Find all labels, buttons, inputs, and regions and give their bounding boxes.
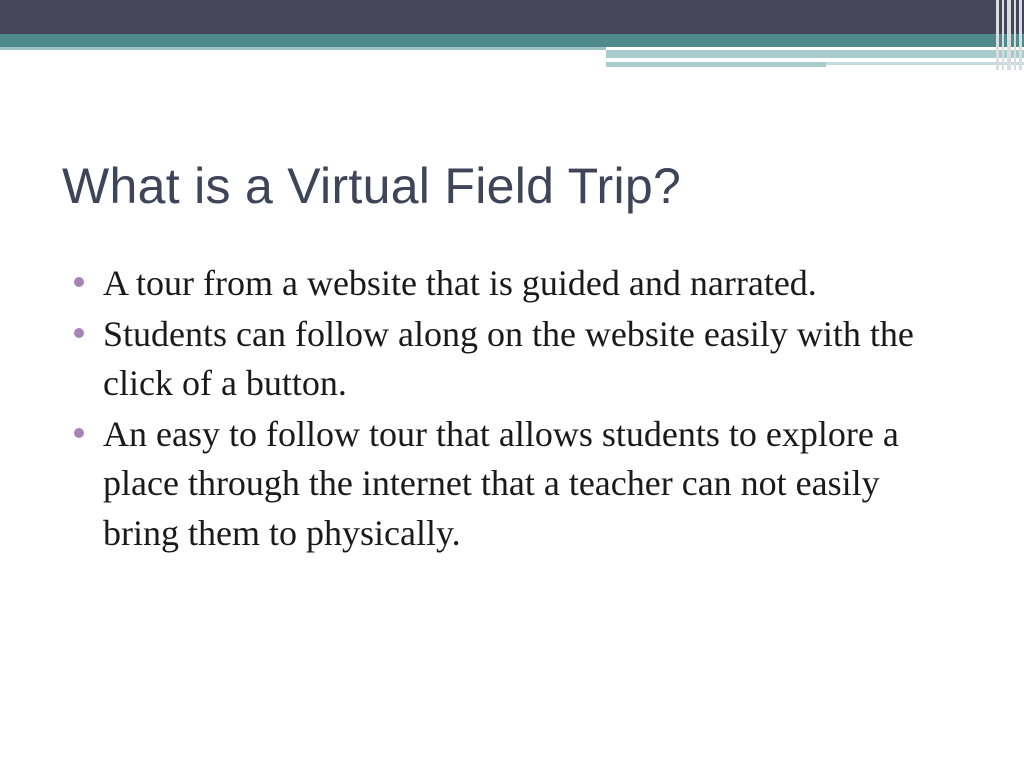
- header-accent-line: [606, 58, 949, 60]
- bullet-list: [74, 259, 954, 559]
- header-accent-line: [606, 50, 1024, 58]
- header-accent-line: [606, 62, 826, 67]
- bullet-icon: [74, 277, 84, 287]
- bullet-item: [74, 259, 954, 309]
- bullet-text: Students can follow along on the website easily with the click of a button.: [103, 313, 914, 403]
- bullet-item: [74, 410, 954, 559]
- bullet-text: An easy to follow tour that allows students to explore a place through the internet that a teacher can not easily bring them to physically.: [103, 413, 899, 553]
- header-edge-bars: [994, 0, 1024, 70]
- header-accent-line: [0, 47, 606, 50]
- slide-title: What is a Virtual Field Trip?: [62, 158, 682, 214]
- bullet-text: A tour from a website that is guided and narrated.: [103, 263, 817, 303]
- bullet-icon: [74, 328, 84, 338]
- bullet-item: [74, 310, 954, 409]
- header-band-dark: [0, 0, 1024, 34]
- bullet-icon: [74, 428, 84, 438]
- header-band-teal: [0, 34, 1024, 47]
